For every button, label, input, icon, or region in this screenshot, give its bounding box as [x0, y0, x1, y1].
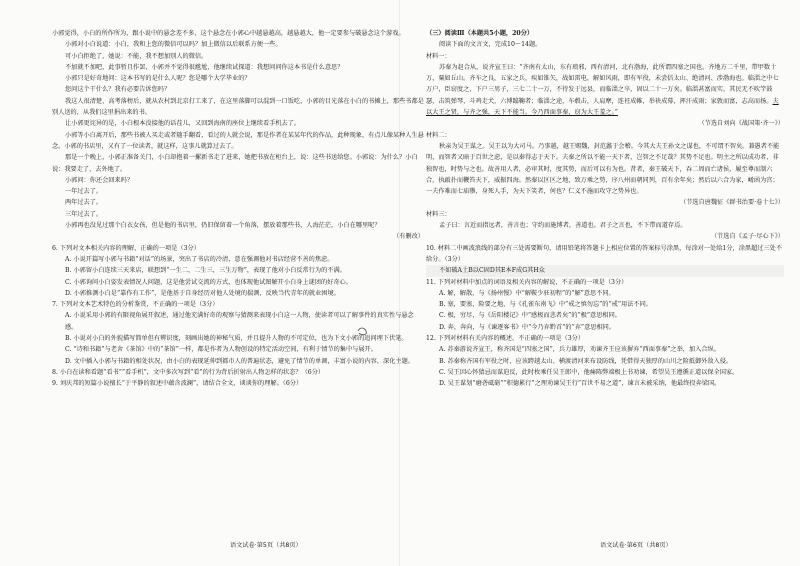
paragraph: 小郭等小白离开后，那些书被人买走或者随手翻看，看过的人就会说，那是作者在某某年代的作品，此种现象，有点儿像某种人生悬念。小郭的书店里，又有了一位读者，就这样，这事儿就算过去了。: [52, 131, 424, 150]
material-2-source: （节选自唐魏征《群书治要·卷十七》）: [679, 199, 784, 207]
paragraph: 您问这个干什么？我有必要告诉您吗？: [65, 86, 171, 94]
paragraph: 小郭只是好奇地问：这本书写的是什么人呢？您是哪个大学毕业的？: [65, 75, 251, 83]
section-title: （三）阅读Ⅲ（本题共5小题，20分）: [426, 30, 534, 37]
material-1-source: （节选自刘向《战国策·齐一》）: [698, 120, 784, 128]
option: D. 奔，奔向，与《谏逐客书》中“今乃弃黔首”的“弃”意思相同。: [439, 323, 616, 331]
pen-mark-icon: [356, 325, 368, 337]
paragraph: 让小郭更诧异的是，小白根本没接他的话茬儿，又回到海南的座位上继续看手机去了。: [65, 120, 301, 128]
option: B. 苏秦称齐国有军役之时，应该跨越太山、横渡清河来布设防线，凭借得天独厚的山川之险抵御外敌入侵。: [439, 357, 733, 365]
option: C. 小郭询问小白姿发表情况人问题，这是他尝试交流的方式，也体现他试图解开小白身上谜团的好奇心。: [65, 278, 352, 286]
question-8: 8. 小白在读和看题“看书”“看手机”，文中多次写到“看”的行为背后折射出人物怎样的状态？（6分）: [52, 368, 325, 376]
question-7-stem: 7. 下列对文本艺术特色的分析鉴赏，不正确的一项是（3分）: [52, 301, 219, 309]
instructions: 阅读下面的文言文，完成10～14题。: [439, 41, 542, 49]
paragraph: 两年过去了。: [65, 199, 103, 207]
option: B. 小郭留小白连续三天来店，联想到“一生二，二生三，三生万物”，表现了他对小白反常行为的不满。: [65, 267, 346, 275]
paragraph: 小郭问：你还会回来吗？: [65, 176, 134, 184]
option: D. 文中插入小郭与书籍的相处状况，由小白的表现延伸到都市人的普遍状态，避免了情节的单调，丰富小说的内容，深化主题。: [65, 357, 414, 365]
question-6-stem: 6. 下列对文本相关内容的理解，正确的一项是（3分）: [52, 244, 200, 252]
paragraph: 不加就不加吧，此事暂且作罢，小郭并不觉得很尴尬，他继续试探道：我想问问你这本书是什么意思？: [65, 63, 344, 71]
material-2-text: 秋亲为吴王谋之。吴王以为大司马。乃事越，越王赐魏，封范蠡于会稽。今其大夫王孙文之谋也，不可谓不智矣。兼愚者不能明，而智者又暗于百世之虑，是以秦得志于天下。夫秦之所以不能一天下者，岂智之不足哉？其势不足也。明主之所以成功者，非独智也，时势与之也。故善用人者，必审其时，度其势，而后可以有为也。昔者，秦王破天下，吞二周而亡诸侯，履至尊而制六合，执敲扑而鞭笞天下，威振四海。然秦以区区之地，致万乘之势，序八州而朝同列，百有余年矣；然后以六合为家，崤函为宫；一夫作难而七庙隳，身死人手，为天下笑者，何也？仁义不施而攻守之势异也。: [426, 142, 780, 196]
material-3-source: （节选自《孟子·尽心下》）: [710, 233, 784, 241]
option: D. 小郭推测小白是“靠作有工作”，是他基于自身经历对他人处境的揣测，反映当代青年的就业困境。: [65, 289, 340, 297]
paragraph: 那是一个晚上，小郭正准备关门，小白却抱着一摞新书走了进来，她把书放在柜台上，说：这些书送给您。小郭说：为什么？小白说：我要走了，去外地了。: [52, 154, 418, 173]
option: B. 小说对小白的外貌描写简单但有辨识度，刻画出她的神秘气质，并且提升人物的不可定位，也为下文小郭的追问埋下伏笔。: [65, 335, 408, 343]
option: B. 塞，要塞，险要之地，与《孔雀东南飞》中“戒之慎勿忘”的“戒”用法不同。: [439, 301, 652, 309]
material-1-label: 材料一：: [426, 52, 451, 60]
paragraph: 一年过去了。: [65, 188, 103, 196]
question-12-stem: 12. 下列对材料有关内容的概述，不正确的一项是（3分）: [426, 335, 585, 343]
question-11-stem: 11. 下列对材料中加点的词语及相关内容的解说，不正确的一项是（3分）: [426, 278, 628, 286]
page-5: [52, 28, 424, 533]
material-1-body: 苏秦为赵合从，说齐宣王曰：“齐南有太山，东有琅邪，西有清河，北有渤海，此所谓四塞之国也。齐地方二千里，带甲数十万，粟如丘山。齐车之良，五家之兵，疾如锥矢，战如雷电，解如风雨，即有军役，未尝倍太山、绝清河、涉渤海也。临淄之中七万户，臣窃度之，下户三男子，三七二十一万，不待发于远县，而临淄之卒，固以二十一万矣。临淄甚富而实，其民无不吹竽鼓瑟，击筑弹琴，斗鸡走犬，六博蹹鞠者；临淄之途，车毂击，人肩摩，连衽成帷，举袂成幕，挥汗成雨；家敦而富，志高而扬。: [426, 63, 779, 105]
question-10: 10. 材料二中画波浪线的部分有三处需要断句，请用铅笔将答题卡上相应位置的答案标号涂黑，每涂对一处给1分，涂黑超过三处不给分。（3分）: [426, 244, 783, 263]
option: A. 苏秦游说齐宣王，称齐国是“四塞之国”，兵力雄厚，劝谏齐王应该摒弃“西面事秦”之举，加入合纵。: [439, 346, 720, 354]
option: A. 小说开篇写小郭与书籍“对话”的场景，突出了书店的冷清，意在强调他对书店经营不善的焦虑。: [65, 255, 334, 263]
option: A. 小说采用小郭的有限视角展开叙述，通过他充满好奇的观察与猜测来表现小白这一人物，使读者可以了解事件的真实性与悬念感。: [65, 312, 414, 331]
paragraph: 三年过去了。: [65, 210, 103, 218]
material-3-label: 材料三：: [426, 210, 451, 218]
question-10-sentence: 不如破A土B以C固D其E本F成G其H众: [426, 265, 784, 276]
option: C. 吴王因心怀猜忌而谋迫反，此时枚乘任吴王郎中，他痛陈弊端极上书劝谏，希望吴王遵循正道以保全国家。: [439, 368, 739, 376]
paragraph: 可小白拒绝了，她说：不能，我不想加别人的微信。: [65, 52, 208, 60]
option: D. 吴王谋划“磨砻砥砺”“积德累行”之理劝谏吴王行“百世不易之道”，谏言未被采纳，他最终投奔梁国。: [439, 380, 721, 388]
question-9: 9. 刘庆邦的短篇小说擅长“于平静的叙述中蕴含波澜”，请结合全文，谈谈你的理解。（6分）: [52, 380, 303, 388]
paragraph: 小郭对小白说道：小白，我和上您的微信可以吗？加上微信以后联系方便一些。: [65, 41, 282, 49]
option: A. 解，解散，与《扬州慢》中“解鞍少驻初程”的“解”意思不同。: [439, 289, 615, 297]
option: C. “诗和书籍”与老舍《茶馆》中的“茶馆”一样，都是作者为人物创设的特定活动空间，有利于情节的集中与展开。: [65, 346, 377, 354]
material-1-text: [426, 62, 784, 118]
page-6: [426, 28, 784, 533]
material-1-underlined: 夫以大王之贤，与齐之强，天下不能当。今乃西面事秦，窃为大王羞之。”: [426, 97, 779, 117]
paragraph: 小郭觉得，小白的所作所为，跟小说中的悬念差不多，这个悬念在小郭心中越悬越高，越悬越大，他一定要参与破悬念这个游戏。: [52, 30, 405, 37]
paragraph: 小郭再也没见过那个白衣女孩，但是他的书店里，仍旧保留着一个角落，摆放着那些书，人海茫茫，小白在哪里呢？: [65, 222, 381, 230]
material-2-label: 材料二：: [426, 131, 451, 139]
paragraph: 我这人很清楚，高考落榜后，就从农村到北京打工来了，在这里落脚可以混到一口饭吃，小郭的目光落在小白的书摊上，那些书都是别人送的，从我们这里捐出来的书。: [52, 97, 424, 117]
material-3-text: 孟子曰：言近而指远者，善言也；守约而施博者，善道也。君子之言也，不下带而道存焉。: [439, 222, 687, 230]
page-footer-5: 语文试卷·第5页（共8页）: [230, 542, 302, 549]
source-note: （有删改）: [393, 233, 424, 241]
option: C. 极，穷尽，与《岳阳楼记》中“感极而悲者矣”的“极”意思相同。: [439, 312, 621, 320]
page-footer-6: 语文试卷·第6页（共8页）: [600, 542, 672, 549]
